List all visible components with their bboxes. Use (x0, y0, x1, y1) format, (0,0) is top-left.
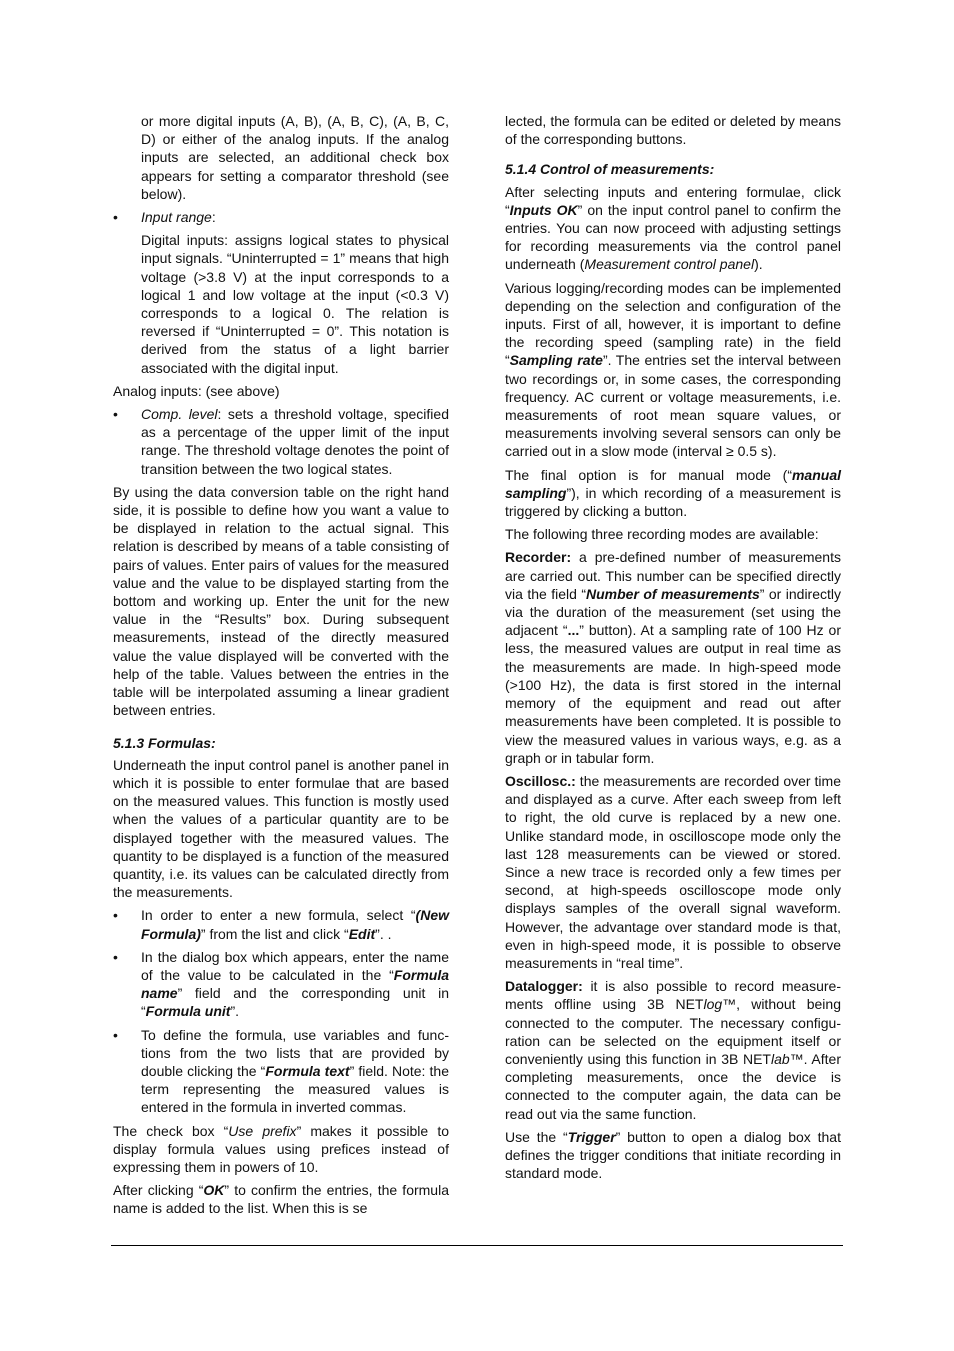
paragraph-modes-intro: The following three recording modes are available: (505, 526, 819, 543)
paragraph-recorder (505, 548, 841, 766)
text: ”. (230, 1003, 240, 1020)
term-ok: OK (203, 1182, 225, 1199)
bullet-formula-name (113, 948, 449, 1021)
text: 0.5 s). (733, 443, 777, 460)
term-comp-level: Comp. level (141, 406, 218, 423)
term-inputs-ok: Inputs OK (509, 201, 578, 218)
text: ”. The entries set the interval between two recordings or, in some cases, the corresponding frequency. AC current or voltage measurements, i.e. measurements of root mean square values, or measurements involving several sensors can only be carried out in a slow mode (interval (505, 352, 841, 460)
paragraph-trigger (505, 1128, 841, 1183)
trademark: ™ (722, 996, 737, 1013)
text: ”), in which recording of a measurement is triggered by clicking a button. (505, 484, 841, 520)
term-oscillosc: Oscillosc.: (505, 772, 576, 789)
term-recorder: Recorder: (505, 549, 572, 566)
text: The final option is for manual mode (“ (505, 466, 792, 483)
colon: : (211, 209, 216, 226)
right-column (505, 112, 841, 1187)
bullet-new-formula (113, 906, 449, 942)
trademark: ™ (789, 1050, 804, 1067)
paragraph-formulas: Underneath the input control panel is another panel in which it is possible to enter formulae that are based on the measured values. This function is mostly used when the values of a particular quantity are to be displayed together with the measured values. The quantity to be displayed is a function of the measured quantity, i.e. its values can be calculated directly from the measurements. (113, 756, 449, 901)
left-column (113, 112, 449, 1223)
term-trigger: Trigger (567, 1128, 616, 1145)
text: . After completing measurements, once the device is connected to the computer again, the data can be read out via the same function. (505, 1050, 841, 1122)
term-lab: lab (770, 1050, 790, 1067)
paragraph-inputs-ok (505, 183, 841, 274)
text: ” or indirectly via the duration of the measurement (set using the adjacent “ (505, 585, 842, 639)
paragraph-sampling-rate (505, 279, 841, 461)
text: Use the “ (505, 1128, 568, 1145)
text: ” field. Note: the term representing the measured values is entered in the formula in inverted commas. (141, 1062, 449, 1116)
text: In order to enter a new formula, select “ (141, 907, 416, 924)
term-sampling-rate: Sampling rate (509, 352, 603, 369)
text: After clicking “ (113, 1182, 204, 1199)
bullet-glyph: • (113, 1026, 118, 1043)
paragraph-conversion-table: By using the data conversion table on the right hand side, it is possible to define how you want a value to be displayed in relation to the actual signal. This relation is described by means of a table consisting of pairs of values. Enter pairs of values for the measured value and the value to be displayed starting from the bottom and working up. Enter the unit for the new value in the “Results” box. During subsequent measurements, instead of the directly measured value the value displayed will be converted with the help of the table. Values between the entries in the table will be interpolated assuming a linear gradient between entries. (113, 483, 449, 719)
text: ” from the list and click “ (200, 925, 349, 942)
paragraph-oscilloscope (505, 772, 841, 972)
text: ” to confirm the entries, the formula name is added to the list. When this is se (113, 1182, 449, 1217)
term-dots: ... (567, 622, 580, 639)
term-input-range: Input range (141, 209, 212, 226)
bullet-glyph: • (113, 406, 118, 423)
heading-formulas: 5.1.3 Formulas: (113, 734, 216, 751)
comp-level-text: : sets a threshold voltage, specified as a percentage of the upper limit of the input range. The threshold voltage denotes the point of transition between the two logical states. (141, 406, 449, 477)
term-use-prefix: Use prefix (228, 1122, 297, 1139)
term-measurement-control-panel: Measurement control panel (584, 256, 755, 273)
paragraph-use-prefix (113, 1122, 449, 1177)
term-log: log (703, 996, 723, 1013)
bullet-input-range (113, 208, 449, 226)
text: The check box “ (113, 1122, 229, 1139)
text: ” button to open a dialog box that defines the trigger conditions that initiate recording in standard mode. (505, 1128, 841, 1182)
term-datalogger: Datalogger: (505, 978, 583, 995)
term-new-formula: (New Formula) (141, 907, 449, 942)
text: ” makes it possible to display formula values using prefices instead of expressing them in powers of 10. (113, 1122, 449, 1175)
text: ” field and the corresponding unit in “ (141, 985, 449, 1020)
bullet-glyph: • (113, 907, 118, 924)
paragraph-digital-inputs: Digital inputs: assigns logical states to physical input signals. “Uninterrupted = 1” means that high voltage (>3.8 V) at the input corresponds to a logical 1 and low voltage at the input (<0.3 V) corresponds to a logical 0. The relation is reversed if “Uninterrupted = 0”. This notation is derived from the status of a light barrier associated with the digital input. (141, 232, 449, 376)
text: Various logging/recording modes can be implemented depending on the selection and configuration of the inputs. First of all, however, it is important to define the recording speed (sampling rate) in the field “ (505, 279, 841, 369)
paragraph-manual-sampling (505, 466, 841, 521)
footer-rule (111, 1245, 843, 1246)
text: ”. . (375, 925, 392, 942)
term-formula-text: Formula text (265, 1062, 350, 1079)
paragraph-datalogger (505, 977, 841, 1123)
text: To define the formula, use variables and functions from the two lists that are provided by double clicking the “ (141, 1026, 449, 1079)
text: ” button). At a sampling rate of 100 Hz or less, the measured values are output in real time as the measurements are made. In high-speed mode (>100 Hz), the data is first stored in the internal memory of the equipment and read out after measurements have been completed. It is possible to view the measured values in various ways, e.g. as a graph or in tabular form. (505, 622, 841, 766)
bullet-formula-text (113, 1026, 449, 1117)
bullet-glyph: • (113, 948, 118, 965)
term-edit: Edit (348, 925, 376, 942)
symbol-ge: ≥ (726, 443, 734, 460)
paragraph-after-ok (113, 1181, 449, 1217)
text: In the dialog box which appears, enter the name of the value to be calculated in the “ (141, 948, 449, 983)
text: ” on the input control panel to confirm the entries. You can now proceed with adjusting settings for recording measurements via the control panel underneath ( (505, 201, 842, 273)
paragraph-inputs-continued: or more digital inputs (A, B), (A, B, C), (A, B, C, D) or either of the analog inputs. If the analog inputs are selected, an additional check box appears for setting a comparator threshold (see below). (141, 113, 449, 202)
text: it is also possible to record measurements offline using 3B NET (505, 978, 841, 1013)
text: , without being connected to the computer. The necessary configuration can be selected on the equipment itself or conveniently using this function in 3B NET (505, 996, 841, 1067)
text: After selecting inputs and entering formulae, click “ (505, 183, 841, 218)
text: the measurements are recorded over time and displayed as a curve. After each sweep from left to right, the old curve is replaced by a new one. Unlike standard mode, in oscilloscope mode only the last 128 measurements can be viewed or stored. Since a new trace is recorded only a few times per second, at high-speeds oscilloscope mode only displays samples of the overall signal waveform. However, the advantage over standard mode is that, even in high-speed mode, it is possible to observe measurements in “real time”. (505, 772, 841, 971)
term-formula-name: Formula name (141, 966, 449, 1002)
paragraph-analog-inputs: Analog inputs: (see above) (113, 382, 280, 399)
text: ). (754, 256, 763, 273)
heading-control-of-measurements: 5.1.4 Control of measurements: (505, 161, 715, 178)
term-manual-sampling: manual sampling (505, 466, 841, 501)
text: a pre-defined number of measurements are carried out. This number can be specified directly via the field “ (505, 549, 841, 602)
term-number-of-measurements: Number of measurements (586, 585, 760, 602)
paragraph-formula-continued: lected, the formula can be edited or deleted by means of the corresponding buttons. (505, 113, 841, 148)
bullet-comp-level (113, 405, 449, 478)
bullet-glyph: • (113, 209, 118, 226)
term-formula-unit: Formula unit (145, 1003, 231, 1020)
